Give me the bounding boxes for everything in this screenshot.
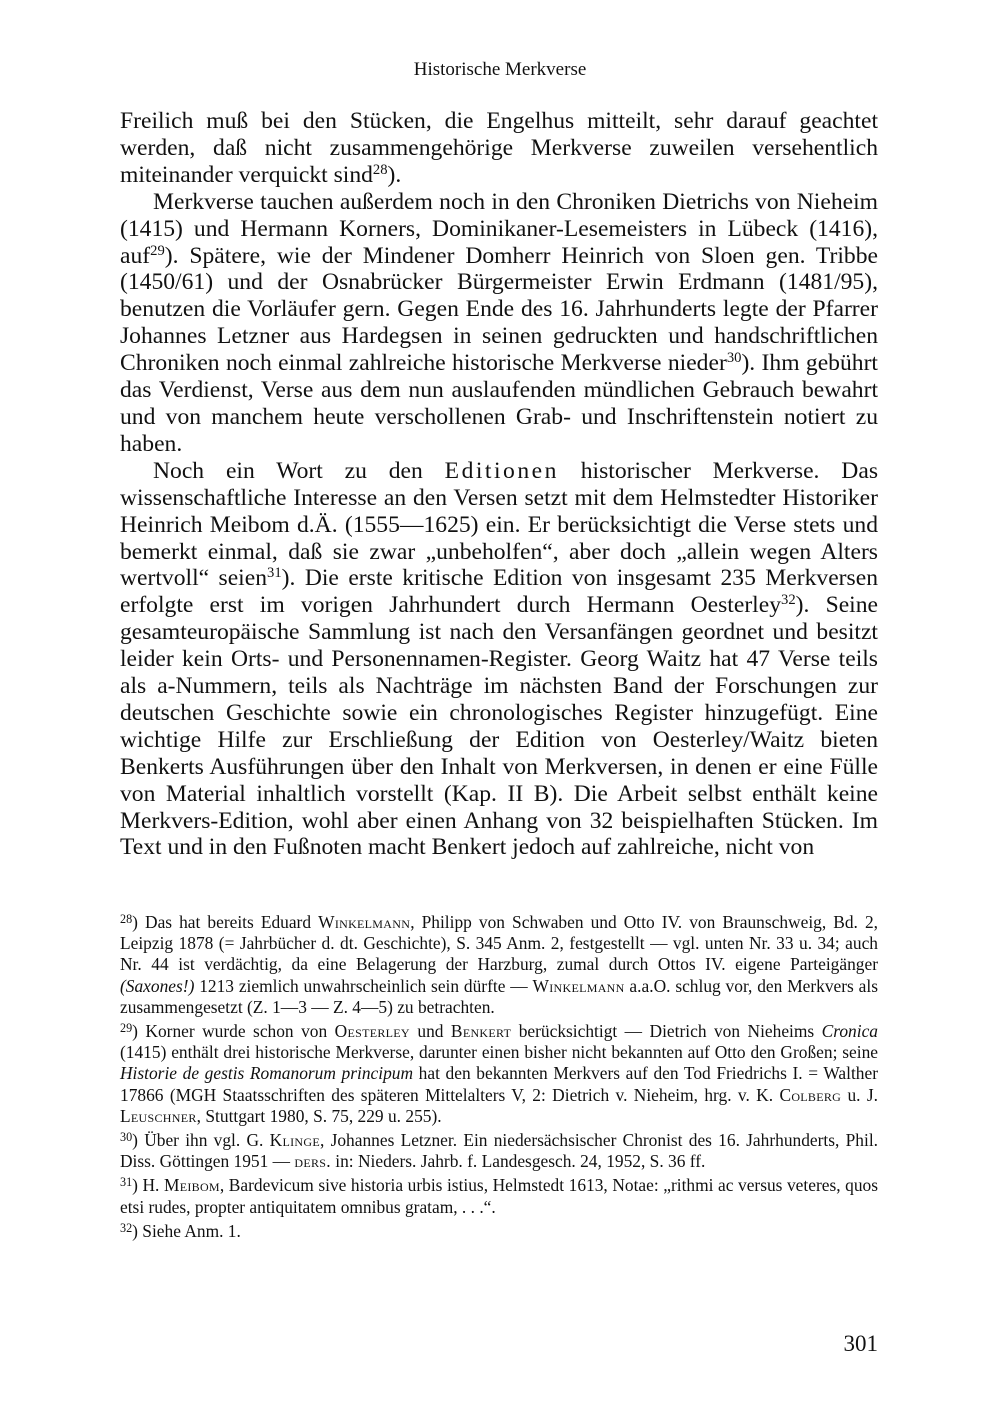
author-name: Winkelmann [532,975,625,996]
text-run: , Bardevicum sive historia urbis istius, Helmstedt 1613, Notae: „rithmi ac versus veteres, quos etsi rudes, propter antiquitatem omnibus gratam, . . .“. [120,1175,878,1217]
text-run: berücksichtigt — Dietrich von Nieheims [511,1021,822,1042]
text-run: ) Das hat bereits Eduard [132,912,319,932]
author-name: Klinge [269,1130,320,1151]
text-run: , Stuttgart 1980, S. 75, 229 u. 255). [196,1105,442,1126]
text-run: ). Seine gesamteuropäische Sammlung ist nach den Versanfängen geordnet und besitzt leider kein Orts- und Personennamen-Register. Georg Waitz hat 47 Verse teils als a-Nummern, teils als Nachträge im nächsten Band der Forschungen zur deutschen Geschichte sowie ein chronologisches Register hinzugefügt. Eine wichtige Hilfe zur Erschließung der Edition von Oesterley/Waitz bieten Benkerts Ausführungen über den Inhalt von Merkversen, in denen er eine Fülle von Material inhaltlich vorstellt (Kap. II B). Die Arbeit selbst enthält keine Merkvers-Edition, wohl aber einen Anhang von 32 beispielhaften Stücken. Im Text und in den Fußnoten macht Benkert jedoch auf zahlreiche, nicht von [120,592,879,861]
text-run: 1213 ziemlich unwahrscheinlich sein dürfte — [194,975,533,996]
text-run: Freilich muß bei den Stücken, die Engelhus mitteilt, sehr darauf geachtet werden, daß nicht zusammengehörige Merkverse zuweilen versehentlich miteinander verquickt sind [120,108,878,188]
footnote-ref[interactable]: 29 [150,242,165,259]
footnote-ref[interactable]: 30 [726,350,742,367]
author-name: Colberg [779,1084,842,1105]
text-run: in: Nieders. Jahrb. f. Landesgesch. 24, 1952, S. 36 ff. [330,1151,706,1172]
text-run: und [409,1021,451,1042]
footnote-number: 29 [120,1021,133,1036]
running-head: Historische Merkverse [413,59,587,80]
text-run: Merkverse tauchen außerdem noch in den Chroniken Dietrichs von Nieheim (1415) und Hermann Korners, Dominikaner-Lesemeisters in Lübeck (1416), auf [120,188,878,269]
text-run: , Philipp von Schwaben und Otto IV. von Braunschweig, Bd. 2, Leipzig 1878 (= Jahrbücher d. dt. Geschichte), S. 345 Anm. 2, festgestellt — vgl. unten Nr. 33 u. 34; auch Nr. 44 ist verdächtig, da eine Belagerung der Harzburg, zumal durch Ottos IV. eigene Parteigänger [120,912,878,975]
text-run: Noch ein Wort zu den [153,457,445,484]
text-run: a.a.O. schlug vor, den Merkvers als zusammengesetzt (Z. 1—3 — Z. 4—5) zu betrachten. [120,975,878,1017]
footnote-ref[interactable]: 32 [781,592,796,609]
text-run: ) H. [132,1175,164,1196]
page-number: 301 [843,1331,878,1356]
text-run: ). [387,161,402,188]
author-name: Leuschner [120,1105,197,1126]
text-run: ). Spätere, wie der Mindener Domherr Heinrich von Sloen gen. Tribbe (1450/61) und der Osnabrücker Bürgermeister Erwin Erdmann (1481/95), benutzen die Vorläufer gern. Gegen Ende des 16. Jahrhunderts legte der Pfarrer Johannes Letzner aus Hardegsen in seinen gedruckten und handschriftlichen Chroniken noch einmal zahlreiche historische Merkverse nieder [120,242,878,377]
footnote-28 [120,912,878,1018]
text-run: ). Ihm gebührt das Verdienst, Verse aus dem nun auslaufenden mündlichen Gebrauch bewahrt und von manchem heute verschollenen Grab- und Inschriftenstein notiert zu haben. [120,350,878,457]
footnote-number: 32 [120,1220,133,1235]
footnote-30 [120,1130,878,1172]
text-run: historischer Merkverse. Das wissenschaftliche Interesse an den Versen setzt mit dem Helmstedter Historiker Heinrich Meibom d.Ä. (1555—1625) ein. Er berücksichtigt die Verse stets und bemerkt einmal, daß sie zwar „unbeholfen“, aber doch „allein wegen Alters wertvoll“ seien [120,457,878,592]
footnote-32 [120,1221,878,1242]
text-run: ) Über ihn vgl. G. [132,1130,270,1151]
text-run: ) Siehe Anm. 1. [132,1220,241,1241]
paragraph-2 [120,189,878,458]
text-run: hat den bekannten Merkvers auf den Tod Friedrichs I. = Walther 17866 (MGH Staatsschriften des späteren Mittelalters V, 2: Dietrich v. Nieheim, hrg. v. K. [120,1063,878,1105]
text-run: , Johannes Letzner. Ein niedersächsischer Chronist des 16. Jahrhunderts, Phil. Diss. Göttingen 1951 — [120,1130,878,1172]
italic-text: Historie de gestis Romanorum principum [120,1063,414,1084]
author-name: Meibom [163,1175,220,1196]
author-name: ders. [294,1151,331,1172]
footnote-ref[interactable]: 28 [372,161,388,178]
text-run: ). Die erste kritische Edition von insgesamt 235 Merkversen erfolgte erst im vorigen Jahrhundert durch Hermann Oesterley [120,565,878,619]
footnote-29 [120,1021,878,1127]
footnote-31 [120,1175,878,1217]
italic-text: Cronica [821,1021,878,1042]
paragraph-1 [120,108,878,189]
footnote-number: 31 [120,1175,133,1190]
footnote-number: 28 [120,912,133,927]
author-name: Oesterley [334,1021,410,1042]
footnotes [120,912,878,1245]
main-text [120,108,878,861]
footnote-number: 30 [120,1130,133,1145]
author-name: Benkert [450,1021,512,1042]
emphasized-word: Editionen [444,457,559,484]
author-name: Winkelmann [318,912,411,932]
text-run: (1415) enthält drei historische Merkverse, darunter einen bisher nicht bekannten auf Otto den Großen; seine [120,1042,878,1063]
footnote-ref[interactable]: 31 [267,565,282,582]
text-run: ) Korner wurde schon von [132,1021,335,1042]
text-run: u. J. [841,1084,878,1105]
italic-text: (Saxones!) [120,975,195,996]
paragraph-3 [120,458,878,862]
